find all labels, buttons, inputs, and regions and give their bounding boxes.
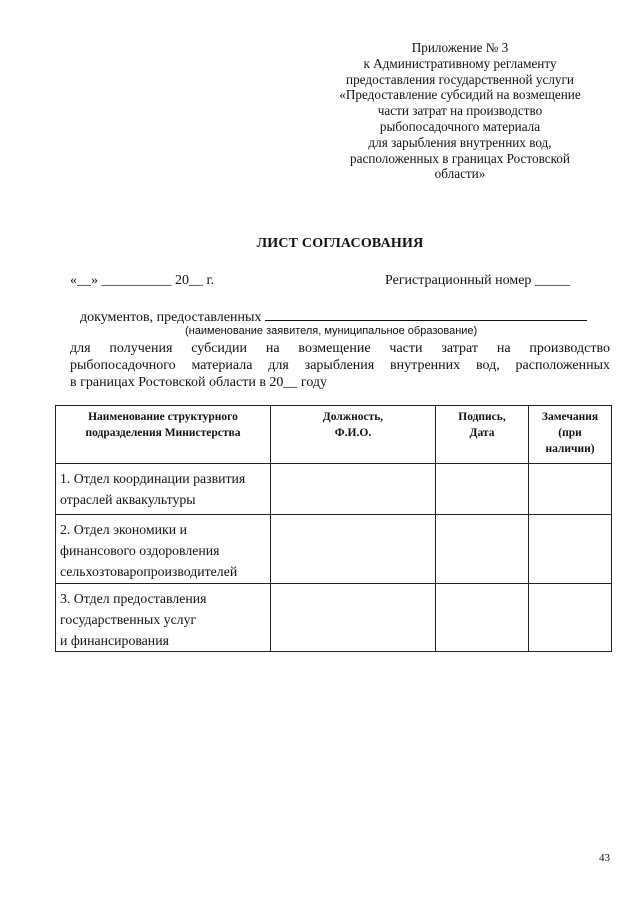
purpose-line: для получения субсидии на возмещение части затрат на производство [70, 341, 610, 356]
approval-table [55, 405, 612, 652]
purpose-line: рыбопосадочного материала для зарыбления внутренних вод, расположенных [70, 358, 610, 373]
registration-number-field: Регистрационный номер _____ [385, 273, 570, 288]
signature-date-cell[interactable] [436, 584, 529, 652]
appendix-line: Приложение № 3 [411, 40, 509, 55]
remarks-cell[interactable] [529, 584, 612, 652]
purpose-paragraph [70, 340, 610, 391]
department-cell: 1. Отдел координации развития отраслей аквакультуры [56, 464, 271, 515]
appendix-line: части затрат на производство [377, 103, 543, 119]
table-row [56, 515, 612, 584]
appendix-line: расположенных в границах Ростовской [350, 150, 570, 166]
appendix-line: предоставления государственной услуги [346, 71, 574, 87]
applicant-hint: (наименование заявителя, муниципальное образование) [185, 325, 478, 337]
header-signature-date: Подпись, Дата [436, 406, 529, 464]
appendix-header [300, 40, 620, 182]
applicant-blank [265, 308, 587, 321]
remarks-cell[interactable] [529, 464, 612, 515]
appendix-line: «Предоставление субсидий на возмещение [339, 87, 581, 103]
appendix-line: области» [434, 166, 486, 182]
department-cell: 3. Отдел предоставления государственных услуг и финансирования [56, 584, 271, 652]
remarks-cell[interactable] [529, 515, 612, 584]
header-department: Наименование структурного подразделения Министерства [56, 406, 271, 464]
appendix-line: рыбопосадочного материала [379, 118, 541, 134]
signature-date-cell[interactable] [436, 515, 529, 584]
header-position-name: Должность, Ф.И.О. [271, 406, 436, 464]
position-name-cell[interactable] [271, 515, 436, 584]
date-field: «__» __________ 20__ г. [70, 273, 215, 288]
appendix-line: к Административному регламенту [363, 55, 557, 71]
table-row [56, 464, 612, 515]
position-name-cell[interactable] [271, 464, 436, 515]
page-number: 43 [599, 852, 610, 864]
signature-date-cell[interactable] [436, 464, 529, 515]
appendix-line: для зарыбления внутренних вод, [368, 134, 552, 150]
purpose-line: в границах Ростовской области в 20__ году [70, 375, 328, 390]
table-header-row [56, 406, 612, 464]
department-cell: 2. Отдел экономики и финансового оздоровления сельхозтоваропроизводителей [56, 515, 271, 584]
documents-label: документов, предоставленных [80, 310, 262, 325]
document-title: ЛИСТ СОГЛАСОВАНИЯ [256, 236, 424, 251]
documents-line [80, 308, 587, 326]
header-remarks: Замечания (при наличии) [529, 406, 612, 464]
table-row [56, 584, 612, 652]
position-name-cell[interactable] [271, 584, 436, 652]
